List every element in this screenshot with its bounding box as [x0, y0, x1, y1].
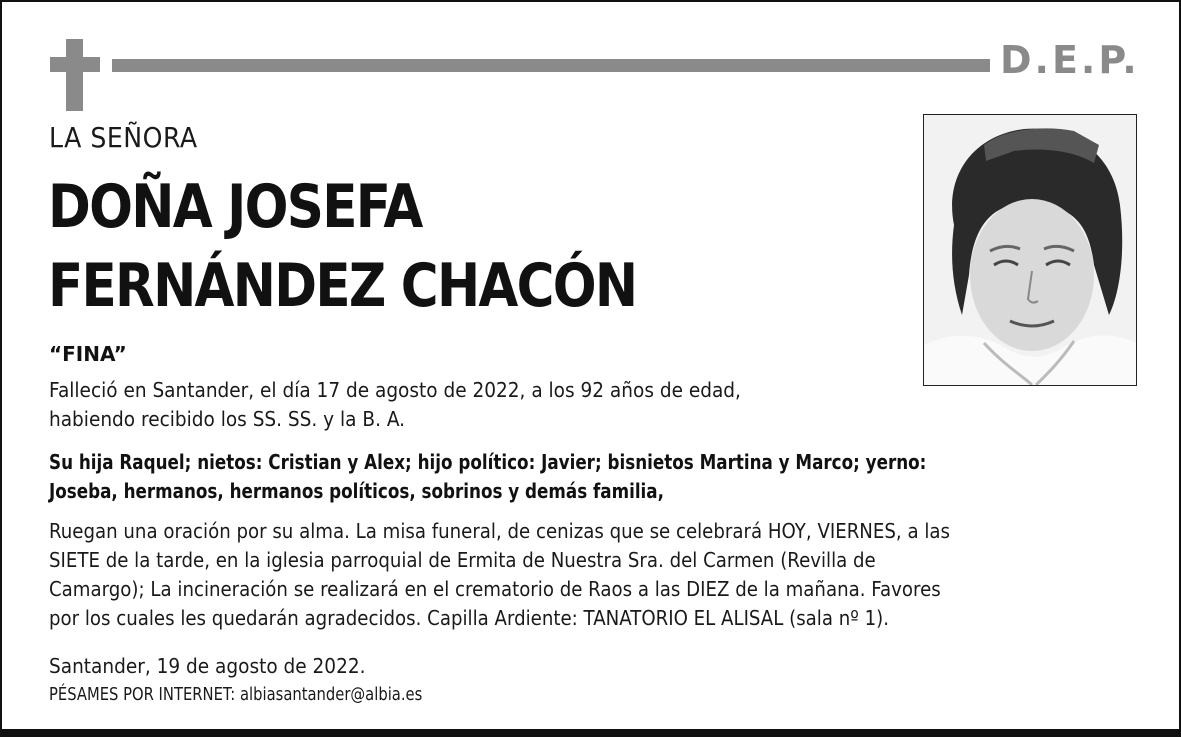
family-list — [49, 448, 926, 506]
header-rule — [112, 59, 990, 72]
condolences-contact: PÉSAMES POR INTERNET: albiasantander@albia.es — [49, 684, 423, 705]
portrait-image — [924, 115, 1136, 385]
ceremony-line: Camargo); La incineración se realizará en el crematorio de Raos a las DIEZ de la mañana. Favores — [49, 577, 941, 601]
portrait-photo — [923, 114, 1137, 386]
family-line: Su hija Raquel; nietos: Cristian y Alex; hijo político: Javier; bisnietos Martina y Marco; yerno: — [49, 450, 927, 474]
title-prefix: LA SEÑORA — [49, 121, 198, 154]
cross-icon-vertical — [66, 39, 83, 111]
deceased-name-line1: DOÑA JOSEFA — [48, 172, 422, 242]
family-line: Joseba, hermanos, hermanos políticos, sobrinos y demás familia, — [49, 479, 664, 503]
ceremony-details — [49, 517, 950, 633]
bottom-border — [0, 729, 1181, 737]
ceremony-line: SIETE de la tarde, en la iglesia parroquial de Ermita de Nuestra Sra. del Carmen (Revilla de — [49, 548, 876, 572]
nickname: “FINA” — [49, 342, 127, 366]
deceased-name-line2: FERNÁNDEZ CHACÓN — [48, 251, 637, 321]
death-notice-line: habiendo recibido los SS. SS. y la B. A. — [49, 407, 406, 431]
death-notice-line: Falleció en Santander, el día 17 de agosto de 2022, a los 92 años de edad, — [49, 378, 741, 402]
death-notice — [49, 376, 741, 434]
place-date: Santander, 19 de agosto de 2022. — [49, 654, 366, 678]
ceremony-line: por los cuales les quedarán agradecidos. Capilla Ardiente: TANATORIO EL ALISAL (sala nº 1). — [49, 606, 889, 630]
cross-icon-horizontal — [50, 57, 100, 72]
ceremony-line: Ruegan una oración por su alma. La misa funeral, de cenizas que se celebrará HOY, VIERNES, a las — [49, 519, 950, 543]
dep-label: D.E.P. — [1000, 38, 1140, 82]
